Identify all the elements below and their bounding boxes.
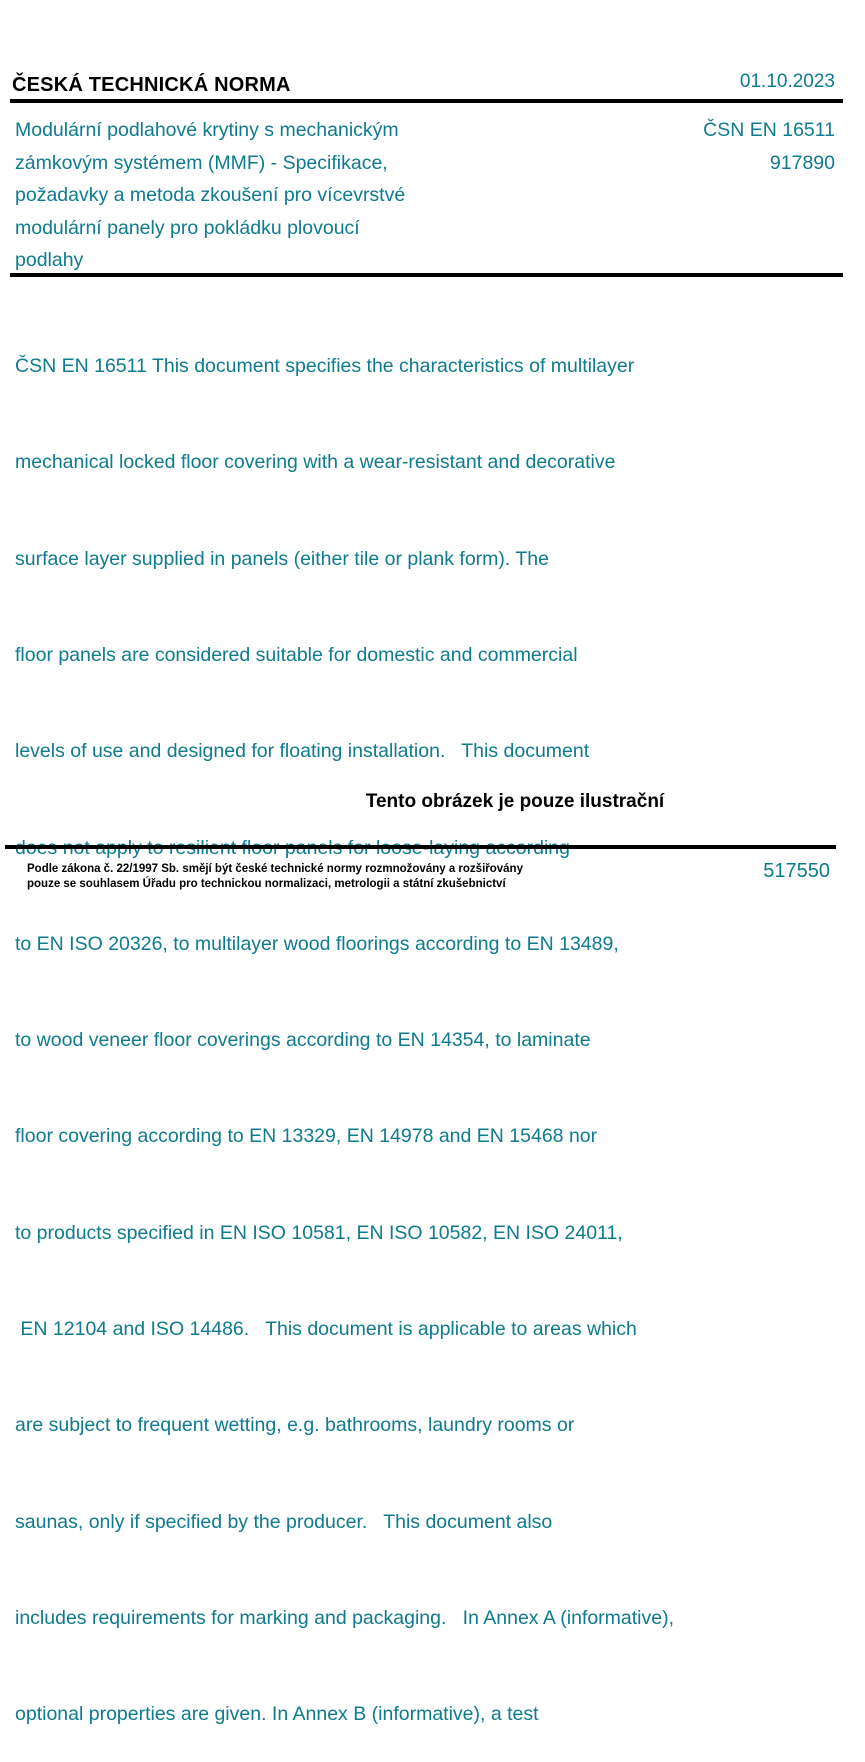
legal-notice-line: Podle zákona č. 22/1997 Sb. smějí být české technické normy rozmnožovány a rozšiřovány — [27, 863, 523, 875]
abstract-line: EN 12104 and ISO 14486. This document is applicable to areas which — [15, 1318, 637, 1340]
standard-title-line: požadavky a metoda zkoušení pro vícevrstvé — [15, 184, 406, 206]
abstract-line: levels of use and designed for floating installation. This document — [15, 740, 590, 763]
abstract-line: optional properties are given. In Annex B (informative), a test — [15, 1703, 539, 1726]
abstract-line: mechanical locked floor covering with a wear-resistant and decorative — [15, 451, 616, 474]
illustration-note: Tento obrázek je pouze ilustrační — [365, 791, 665, 812]
document-header-title: ČESKÁ TECHNICKÁ NORMA — [12, 74, 291, 96]
legal-notice-line: pouze se souhlasem Úřadu pro technickou normalizaci, metrologii a státní zkušebnictví — [27, 878, 506, 890]
abstract-text — [15, 286, 674, 1762]
abstract-line: are subject to frequent wetting, e.g. bathrooms, laundry rooms or — [15, 1414, 575, 1437]
abstract-line: to products specified in EN ISO 10581, EN ISO 10582, EN ISO 24011, — [15, 1221, 623, 1244]
legal-notice — [27, 862, 523, 892]
publication-date: 01.10.2023 — [739, 71, 835, 92]
abstract-line: floor panels are considered suitable for domestic and commercial — [15, 644, 578, 667]
abstract-line: saunas, only if specified by the producer. This document also — [15, 1510, 553, 1533]
abstract-line: ČSN EN 16511 This document specifies the characteristics of multilayer — [15, 355, 635, 378]
standard-title — [15, 114, 405, 277]
abstract-line: floor covering according to EN 13329, EN 14978 and EN 15468 nor — [15, 1125, 598, 1148]
abstract-line: surface layer supplied in panels (either tile or plank form). The — [15, 547, 549, 570]
standard-title-line: modulární panely pro pokládku plovoucí — [15, 216, 360, 239]
abstract-line: includes requirements for marking and packaging. In Annex A (informative), — [15, 1606, 675, 1629]
standard-title-line: zámkovým systémem (MMF) - Specifikace, — [15, 151, 388, 174]
standard-codes — [703, 114, 835, 179]
standard-title-line: Modulární podlahové krytiny s mechanickým — [15, 119, 399, 141]
abstract-line: to wood veneer floor coverings according to EN 14354, to laminate — [15, 1029, 591, 1052]
abstract-line: to EN ISO 20326, to multilayer wood floorings according to EN 13489, — [15, 932, 619, 955]
title-divider — [10, 273, 843, 277]
standard-code: ČSN EN 16511 — [703, 119, 835, 141]
standard-title-line: podlahy — [15, 249, 84, 271]
header-divider — [10, 99, 843, 103]
class-number: 917890 — [769, 151, 835, 174]
catalog-number: 517550 — [763, 860, 830, 882]
footer-divider — [5, 845, 836, 849]
